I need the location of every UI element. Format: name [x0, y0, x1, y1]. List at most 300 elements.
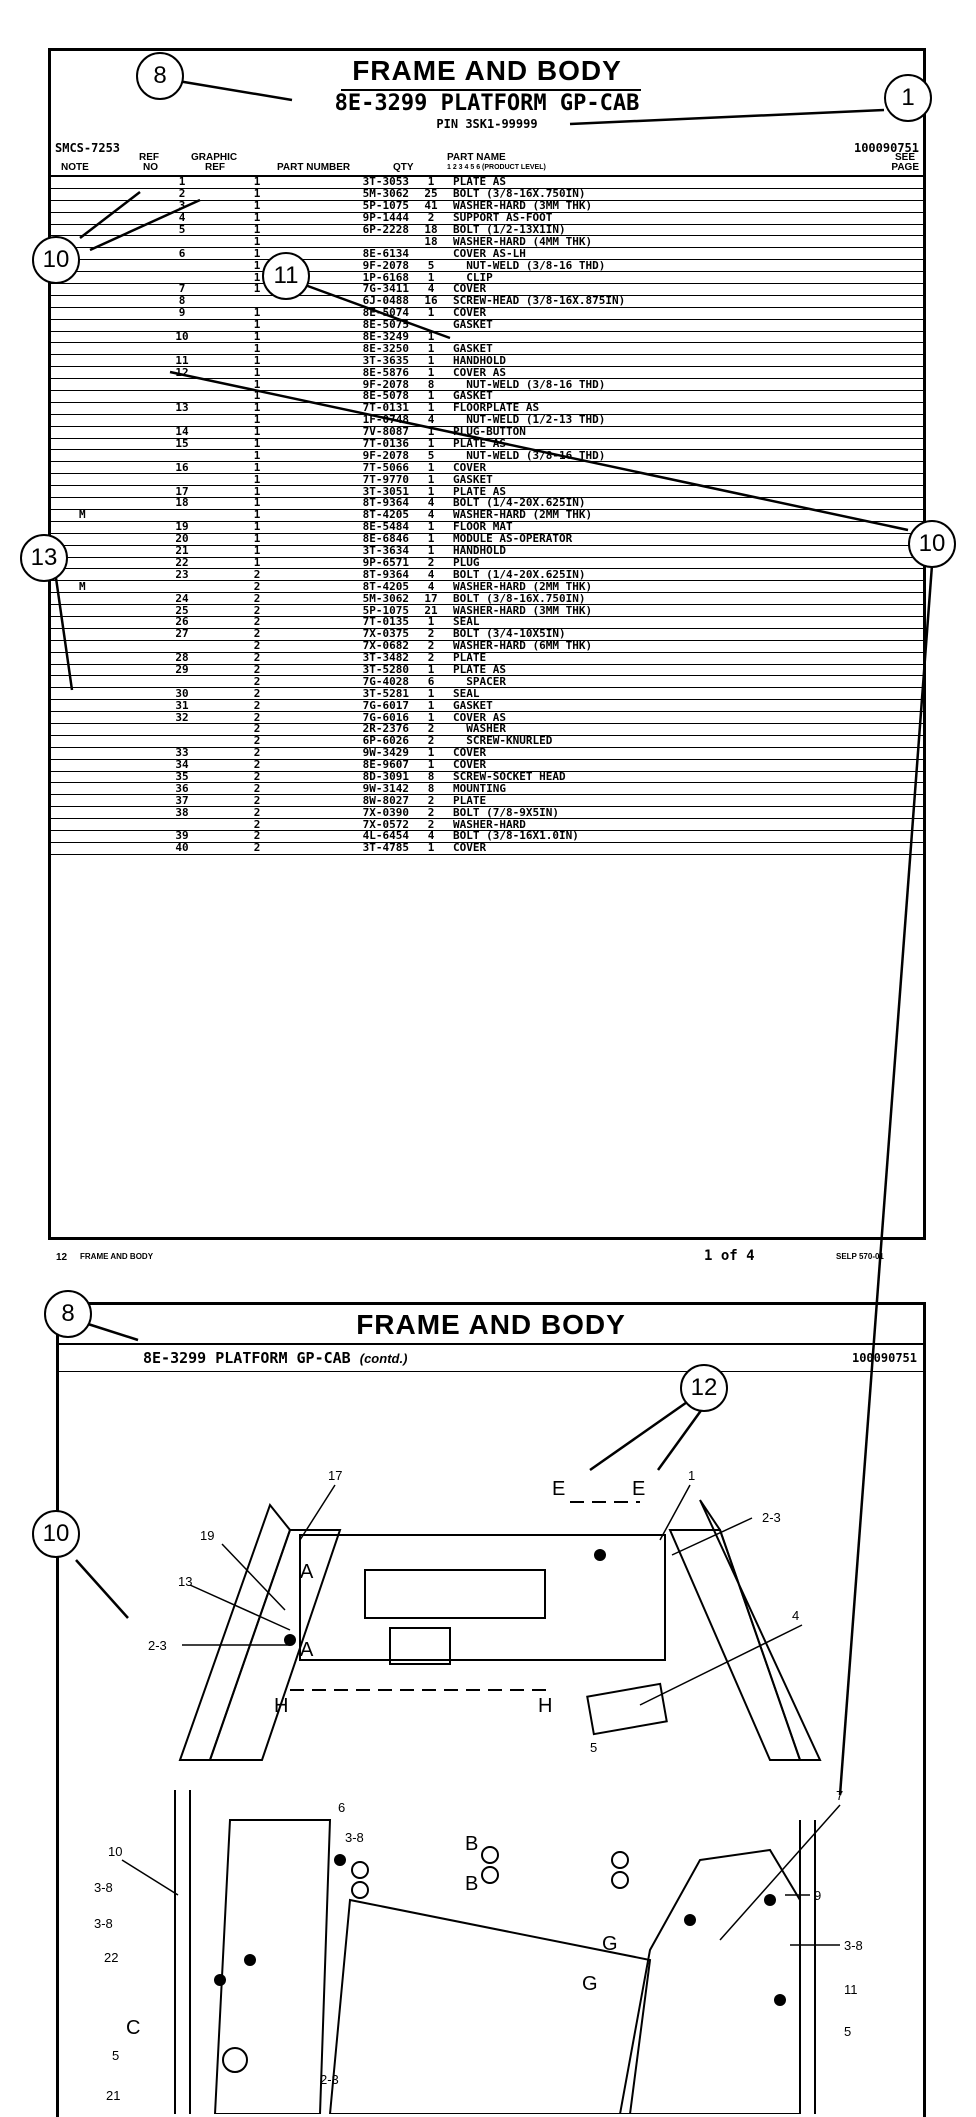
- ref-no-cell: 25: [137, 605, 227, 617]
- graphic-ref-cell: 1: [227, 212, 287, 224]
- graphic-ref-cell: 1: [227, 521, 287, 533]
- footer-doc-code: SELP 570-01: [836, 1252, 884, 1261]
- part-number-cell: 7G-6016: [287, 712, 413, 724]
- part-name-cell: MOUNTING: [449, 783, 923, 795]
- part-number-cell: 3T-3482: [287, 652, 413, 664]
- ref-no-cell: 12: [137, 367, 227, 379]
- part-name-cell: HANDHOLD: [449, 355, 923, 367]
- part-name-cell: WASHER-HARD (3MM THK): [449, 605, 923, 617]
- graphic-ref-cell: 2: [227, 842, 287, 854]
- ref-no-cell: 1: [137, 177, 227, 188]
- graphic-ref-cell: 1: [227, 200, 287, 212]
- graphic-ref-cell: 2: [227, 664, 287, 676]
- graphic-ref-cell: 1: [227, 319, 287, 331]
- label-7: 7: [836, 1788, 844, 1803]
- part-name-cell: BOLT (7/8-9X5IN): [449, 807, 923, 819]
- qty-cell: 41: [413, 200, 449, 212]
- graphic-ref-cell: 1: [227, 426, 287, 438]
- qty-cell: 1: [413, 426, 449, 438]
- ref-no-cell: 5: [137, 224, 227, 236]
- graphic-ref-cell: 1: [227, 188, 287, 200]
- graphic-ref-cell: 1: [227, 557, 287, 569]
- qty-cell: 1: [413, 272, 449, 284]
- graphic-ref-cell: 1: [227, 248, 287, 260]
- part-number-cell: 7T-0135: [287, 616, 413, 628]
- graphic-ref-cell: 2: [227, 569, 287, 581]
- top-panel: [300, 1535, 665, 1660]
- part-number-cell: 9W-3429: [287, 747, 413, 759]
- graphic-ref-cell: 2: [227, 830, 287, 842]
- label-C: C: [126, 2017, 141, 2039]
- part-name-cell: PLATE: [449, 652, 923, 664]
- part-name-cell: HANDHOLD: [449, 545, 923, 557]
- bolt-hole: [352, 1882, 368, 1898]
- col-note: NOTE: [61, 162, 89, 173]
- qty-cell: 8: [413, 379, 449, 391]
- part-number-cell: 7G-3411: [287, 284, 413, 296]
- part-number-cell: 3T-5281: [287, 688, 413, 700]
- callout-11-arrow: [305, 285, 450, 338]
- graphic-ref-cell: 2: [227, 747, 287, 759]
- graphic-ref-cell: 1: [227, 367, 287, 379]
- page2-group-title: 8E-3299 PLATFORM GP-CAB (contd.): [143, 1349, 408, 1367]
- col-part-number: PART NUMBER: [277, 162, 351, 173]
- qty-cell: 1: [413, 177, 449, 188]
- part-number-cell: 9W-3142: [287, 783, 413, 795]
- part-name-cell: SEAL: [449, 688, 923, 700]
- part-name-cell: GASKET: [449, 319, 923, 331]
- page-title: FRAME AND BODY: [352, 55, 622, 86]
- part-number-cell: 9F-2078: [287, 260, 413, 272]
- qty-cell: 1: [413, 462, 449, 474]
- qty-cell: 1: [413, 474, 449, 486]
- callout-12-arrow-a: [590, 1400, 690, 1470]
- bolt-hole: [482, 1847, 498, 1863]
- ref-no-cell: 9: [137, 307, 227, 319]
- part-name-cell: WASHER-HARD (2MM THK): [449, 581, 923, 593]
- label-9: 9: [814, 1888, 822, 1903]
- col-ref-1: REF: [139, 152, 159, 163]
- qty-cell: 6: [413, 676, 449, 688]
- qty-cell: 18: [413, 236, 449, 248]
- part-name-cell: COVER AS-LH: [449, 248, 923, 260]
- part-name-cell: COVER: [449, 747, 923, 759]
- part-name-cell: NUT-WELD (1/2-13 THD): [449, 414, 923, 426]
- qty-cell: 1: [413, 307, 449, 319]
- part-number-cell: 7G-6017: [287, 700, 413, 712]
- qty-cell: 2: [413, 723, 449, 735]
- graphic-ref-cell: 1: [227, 438, 287, 450]
- qty-cell: 1: [413, 486, 449, 498]
- part-name-cell: SUPPORT AS-FOOT: [449, 212, 923, 224]
- part-name-cell: COVER: [449, 462, 923, 474]
- part-number-cell: 8E-5078: [287, 391, 413, 403]
- qty-cell: 1: [413, 712, 449, 724]
- part-number-cell: 3T-3635: [287, 355, 413, 367]
- qty-cell: 1: [413, 521, 449, 533]
- bolt-hole: [352, 1862, 368, 1878]
- part-number-cell: 7G-4028: [287, 676, 413, 688]
- qty-cell: 2: [413, 557, 449, 569]
- callout-11: 11: [262, 252, 310, 300]
- ref-no-cell: 6: [137, 248, 227, 260]
- qty-cell: 2: [413, 735, 449, 747]
- part-name-cell: SCREW-HEAD (3/8-16X.875IN): [449, 295, 923, 307]
- part-name-cell: FLOORPLATE AS: [449, 402, 923, 414]
- ref-no-cell: 26: [137, 616, 227, 628]
- footer-section: FRAME AND BODY: [80, 1252, 154, 1261]
- graphic-ref-cell: 2: [227, 628, 287, 640]
- qty-cell: 4: [413, 569, 449, 581]
- part-number-cell: 8E-6846: [287, 533, 413, 545]
- part-name-cell: BOLT (1/4-20X.625IN): [449, 569, 923, 581]
- qty-cell: 4: [413, 830, 449, 842]
- ref-no-cell: 10: [137, 331, 227, 343]
- ref-no-cell: 39: [137, 830, 227, 842]
- qty-cell: 2: [413, 795, 449, 807]
- ref-no-cell: 34: [137, 759, 227, 771]
- ref-no-cell: 17: [137, 486, 227, 498]
- part-number-cell: 8E-5074: [287, 307, 413, 319]
- part-number-cell: 9P-1444: [287, 212, 413, 224]
- qty-cell: 2: [413, 640, 449, 652]
- bolt-hole: [482, 1867, 498, 1883]
- graphic-ref-cell: 1: [227, 260, 287, 272]
- graphic-ref-cell: 1: [227, 236, 287, 248]
- part-number-cell: 3T-3053: [287, 177, 413, 188]
- part-number-cell: 3T-4785: [287, 842, 413, 854]
- ref-no-cell: 2: [137, 188, 227, 200]
- part-name-cell: COVER: [449, 842, 923, 854]
- ref-no-cell: 8: [137, 295, 227, 307]
- graphic-ref-cell: 1: [227, 379, 287, 391]
- ref-no-cell: 4: [137, 212, 227, 224]
- hole-marker: [594, 1549, 606, 1561]
- qty-cell: 1: [413, 367, 449, 379]
- part-number-cell: 9P-6571: [287, 557, 413, 569]
- leader-7: [720, 1805, 840, 1940]
- ref-no-cell: 29: [137, 664, 227, 676]
- label-17: 17: [328, 1468, 343, 1483]
- col-see-2: PAGE: [891, 162, 919, 173]
- label-3-8-right: 3-8: [844, 1938, 863, 1953]
- qty-cell: 2: [413, 819, 449, 831]
- ref-no-cell: 7: [137, 284, 227, 296]
- part-name-cell: COVER: [449, 307, 923, 319]
- qty-cell: 2: [413, 628, 449, 640]
- graphic-ref-cell: 1: [227, 474, 287, 486]
- left-cover: [215, 1820, 330, 2114]
- qty-cell: 4: [413, 284, 449, 296]
- bolt-hole: [223, 2048, 247, 2072]
- part-number-cell: 7X-0682: [287, 640, 413, 652]
- callout-12-arrow-b: [658, 1405, 705, 1470]
- col-ref-2: NO: [143, 162, 158, 173]
- hole-marker: [764, 1894, 776, 1906]
- label-4: 4: [792, 1608, 800, 1623]
- qty-cell: 1: [413, 402, 449, 414]
- label-G-bottom: G: [582, 1973, 598, 1995]
- qty-cell: 1: [413, 355, 449, 367]
- right-rail: [670, 1530, 800, 1760]
- doc-number: 100090751: [853, 141, 919, 155]
- graphic-ref-cell: 1: [227, 331, 287, 343]
- callout-13: 13: [20, 534, 68, 582]
- bolt-hole: [612, 1852, 628, 1868]
- smcs-code: SMCS-7253: [55, 141, 121, 155]
- callout-1: 1: [884, 74, 932, 122]
- callout-10-arrow-b: [90, 200, 200, 250]
- part-number-cell: 8E-5876: [287, 367, 413, 379]
- ref-no-cell: 32: [137, 712, 227, 724]
- label-H-right: H: [538, 1695, 553, 1717]
- part-name-cell: FLOOR MAT: [449, 521, 923, 533]
- part-number-cell: 6J-0488: [287, 295, 413, 307]
- qty-cell: 16: [413, 295, 449, 307]
- label-10: 10: [108, 1844, 123, 1859]
- graphic-ref-cell: 1: [227, 343, 287, 355]
- col-part-name: PART NAME: [447, 152, 506, 163]
- label-H-left: H: [274, 1695, 289, 1717]
- qty-cell: 1: [413, 759, 449, 771]
- graphic-ref-cell: 2: [227, 688, 287, 700]
- ref-no-cell: 30: [137, 688, 227, 700]
- graphic-ref-cell: 2: [227, 795, 287, 807]
- ref-no-cell: 20: [137, 533, 227, 545]
- label-13: 13: [178, 1574, 193, 1589]
- ref-no-cell: 15: [137, 438, 227, 450]
- ref-no-cell: 23: [137, 569, 227, 581]
- qty-cell: 8: [413, 783, 449, 795]
- graphic-ref-cell: 2: [227, 640, 287, 652]
- callout-10-right: 10: [908, 520, 956, 568]
- ref-no-cell: 3: [137, 200, 227, 212]
- part-name-cell: MODULE AS-OPERATOR: [449, 533, 923, 545]
- qty-cell: 1: [413, 343, 449, 355]
- callout-10-page2: 10: [32, 1510, 80, 1558]
- graphic-ref-cell: 2: [227, 700, 287, 712]
- label-E-right: E: [632, 1478, 646, 1500]
- label-19: 19: [200, 1528, 215, 1543]
- part-name-cell: WASHER-HARD: [449, 819, 923, 831]
- part-number-cell: 7X-0572: [287, 819, 413, 831]
- callout-10b-arrow: [76, 1560, 128, 1618]
- part-name-cell: BOLT (3/4-10X5IN): [449, 628, 923, 640]
- part-number-cell: 5P-1075: [287, 605, 413, 617]
- part-name-cell: NUT-WELD (3/8-16 THD): [449, 379, 923, 391]
- part-name-cell: BOLT (3/8-16X.750IN): [449, 188, 923, 200]
- graphic-ref-cell: 2: [227, 759, 287, 771]
- leader-2-3: [672, 1518, 752, 1555]
- graphic-ref-cell: 1: [227, 307, 287, 319]
- part-name-cell: WASHER-HARD (2MM THK): [449, 509, 923, 521]
- contd-label: (contd.): [359, 1351, 408, 1366]
- col-levels: 1 2 3 4 5 6 (PRODUCT LEVEL): [447, 164, 546, 171]
- graphic-ref-cell: 2: [227, 652, 287, 664]
- ref-no-cell: 19: [137, 521, 227, 533]
- label-B-top: B: [465, 1833, 479, 1855]
- graphic-ref-cell: 2: [227, 581, 287, 593]
- label-E-left: E: [552, 1478, 566, 1500]
- ref-no-cell: 28: [137, 652, 227, 664]
- qty-cell: 21: [413, 605, 449, 617]
- qty-cell: 5: [413, 450, 449, 462]
- part-number-cell: 8E-3249: [287, 331, 413, 343]
- part-name-cell: PLUG: [449, 557, 923, 569]
- label-3-8-top: 3-8: [345, 1830, 364, 1845]
- label-5-right: 5: [844, 2024, 852, 2039]
- callout-8: 8: [136, 52, 184, 100]
- hole-marker: [214, 1974, 226, 1986]
- part-number-cell: 7V-8087: [287, 426, 413, 438]
- qty-cell: 17: [413, 593, 449, 605]
- part-number-cell: 7T-0131: [287, 402, 413, 414]
- part-number-cell: 7X-0375: [287, 628, 413, 640]
- part-number-cell: 3T-3634: [287, 545, 413, 557]
- part-number-cell: 8E-5484: [287, 521, 413, 533]
- part-name-cell: COVER AS: [449, 712, 923, 724]
- label-3-8-left: 3-8: [94, 1880, 113, 1895]
- ref-no-cell: 40: [137, 842, 227, 854]
- part-number-cell: 5M-3062: [287, 593, 413, 605]
- qty-cell: 4: [413, 581, 449, 593]
- ref-no-cell: 33: [137, 747, 227, 759]
- part-number-cell: 1P-6168: [287, 272, 413, 284]
- part-name-cell: COVER: [449, 759, 923, 771]
- part-name-cell: WASHER-HARD (3MM THK): [449, 200, 923, 212]
- part-name-cell: PLATE: [449, 795, 923, 807]
- part-number-cell: 7T-9770: [287, 474, 413, 486]
- part-name-cell: SEAL: [449, 616, 923, 628]
- part-number-cell: 1F-0748: [287, 414, 413, 426]
- bolt-hole: [612, 1872, 628, 1888]
- part-number-cell: 8D-3091: [287, 771, 413, 783]
- col-graphic-1: GRAPHIC: [191, 152, 238, 163]
- part-number-cell: 8E-3250: [287, 343, 413, 355]
- part-number-cell: 5M-3062: [287, 188, 413, 200]
- part-name-cell: COVER AS: [449, 367, 923, 379]
- col-graphic-2: REF: [205, 162, 225, 173]
- part-name-cell: CLIP: [449, 272, 923, 284]
- ref-no-cell: 37: [137, 795, 227, 807]
- part-number-cell: 7T-5066: [287, 462, 413, 474]
- callout-10: 10: [32, 236, 80, 284]
- qty-cell: 1: [413, 438, 449, 450]
- hole-marker: [684, 1914, 696, 1926]
- callout-10-long-arrow: [840, 565, 932, 1795]
- note-cell: M: [51, 509, 137, 521]
- part-name-cell: BOLT (3/8-16X1.0IN): [449, 830, 923, 842]
- label-2-3: 2-3: [762, 1510, 781, 1525]
- foot-support-2: [587, 1684, 666, 1734]
- col-qty: QTY: [393, 162, 414, 173]
- hole-marker: [334, 1854, 346, 1866]
- qty-cell: 18: [413, 224, 449, 236]
- leader-1: [660, 1485, 690, 1540]
- ref-no-cell: 31: [137, 700, 227, 712]
- qty-cell: 5: [413, 260, 449, 272]
- graphic-ref-cell: 1: [227, 486, 287, 498]
- graphic-ref-cell: 1: [227, 177, 287, 188]
- qty-cell: 1: [413, 331, 449, 343]
- graphic-ref-cell: 1: [227, 391, 287, 403]
- part-name-cell: WASHER-HARD (4MM THK): [449, 236, 923, 248]
- ref-no-cell: 21: [137, 545, 227, 557]
- hole-marker: [244, 1954, 256, 1966]
- part-name-cell: PLUG-BUTTON: [449, 426, 923, 438]
- part-name-cell: WASHER: [449, 723, 923, 735]
- part-name-cell: GASKET: [449, 391, 923, 403]
- part-number-cell: 7T-0136: [287, 438, 413, 450]
- ref-no-cell: 18: [137, 498, 227, 510]
- part-name-cell: PLATE AS: [449, 438, 923, 450]
- part-number-cell: 8E-6134: [287, 248, 413, 260]
- graphic-ref-cell: 2: [227, 807, 287, 819]
- part-number-cell: 8T-4205: [287, 581, 413, 593]
- graphic-ref-cell: 1: [227, 545, 287, 557]
- graphic-ref-cell: 1: [227, 533, 287, 545]
- part-name-cell: BOLT (3/8-16X.750IN): [449, 593, 923, 605]
- part-number-cell: 8E-9607: [287, 759, 413, 771]
- note-cell: M: [51, 581, 137, 593]
- callout-8-page2: 8: [44, 1290, 92, 1338]
- footer-page-number: 12: [56, 1252, 68, 1263]
- part-name-cell: WASHER-HARD (6MM THK): [449, 640, 923, 652]
- part-name-cell: NUT-WELD (3/8-16 THD): [449, 450, 923, 462]
- callout-12: 12: [680, 1364, 728, 1412]
- part-name-cell: BOLT (1/2-13X1IN): [449, 224, 923, 236]
- part-number-cell: 8T-9364: [287, 569, 413, 581]
- footer-page-of: 1 of 4: [704, 1248, 755, 1264]
- part-name-cell: BOLT (1/4-20X.625IN): [449, 498, 923, 510]
- graphic-ref-cell: 1: [227, 462, 287, 474]
- part-name-cell: GASKET: [449, 343, 923, 355]
- label-1: 1: [688, 1468, 696, 1483]
- ref-no-cell: 14: [137, 426, 227, 438]
- ref-no-cell: 13: [137, 402, 227, 414]
- part-number-cell: 8W-8027: [287, 795, 413, 807]
- qty-cell: 25: [413, 188, 449, 200]
- graphic-ref-cell: 2: [227, 819, 287, 831]
- ref-no-cell: 38: [137, 807, 227, 819]
- graphic-ref-cell: 2: [227, 771, 287, 783]
- part-number-cell: 9F-2078: [287, 379, 413, 391]
- graphic-ref-cell: 2: [227, 783, 287, 795]
- part-name-cell: SPACER: [449, 676, 923, 688]
- qty-cell: 4: [413, 498, 449, 510]
- callout-10-arrow-c: [170, 372, 908, 530]
- graphic-ref-cell: 1: [227, 450, 287, 462]
- hole-marker: [284, 1634, 296, 1646]
- callout-13-arrow: [56, 578, 72, 690]
- part-number-cell: 7X-0390: [287, 807, 413, 819]
- part-name-cell: GASKET: [449, 474, 923, 486]
- leader-10: [122, 1860, 178, 1895]
- qty-cell: 1: [413, 533, 449, 545]
- part-name-cell: SCREW-SOCKET HEAD: [449, 771, 923, 783]
- label-11: 11: [844, 1982, 858, 1997]
- graphic-ref-cell: 1: [227, 402, 287, 414]
- part-number-cell: 8T-9364: [287, 498, 413, 510]
- ref-no-cell: 27: [137, 628, 227, 640]
- leader-17: [300, 1485, 335, 1540]
- graphic-ref-cell: 2: [227, 593, 287, 605]
- graphic-ref-cell: 1: [227, 284, 287, 296]
- qty-cell: 2: [413, 807, 449, 819]
- graphic-ref-cell: 2: [227, 735, 287, 747]
- label-21: 21: [106, 2088, 121, 2103]
- graphic-ref-cell: 2: [227, 605, 287, 617]
